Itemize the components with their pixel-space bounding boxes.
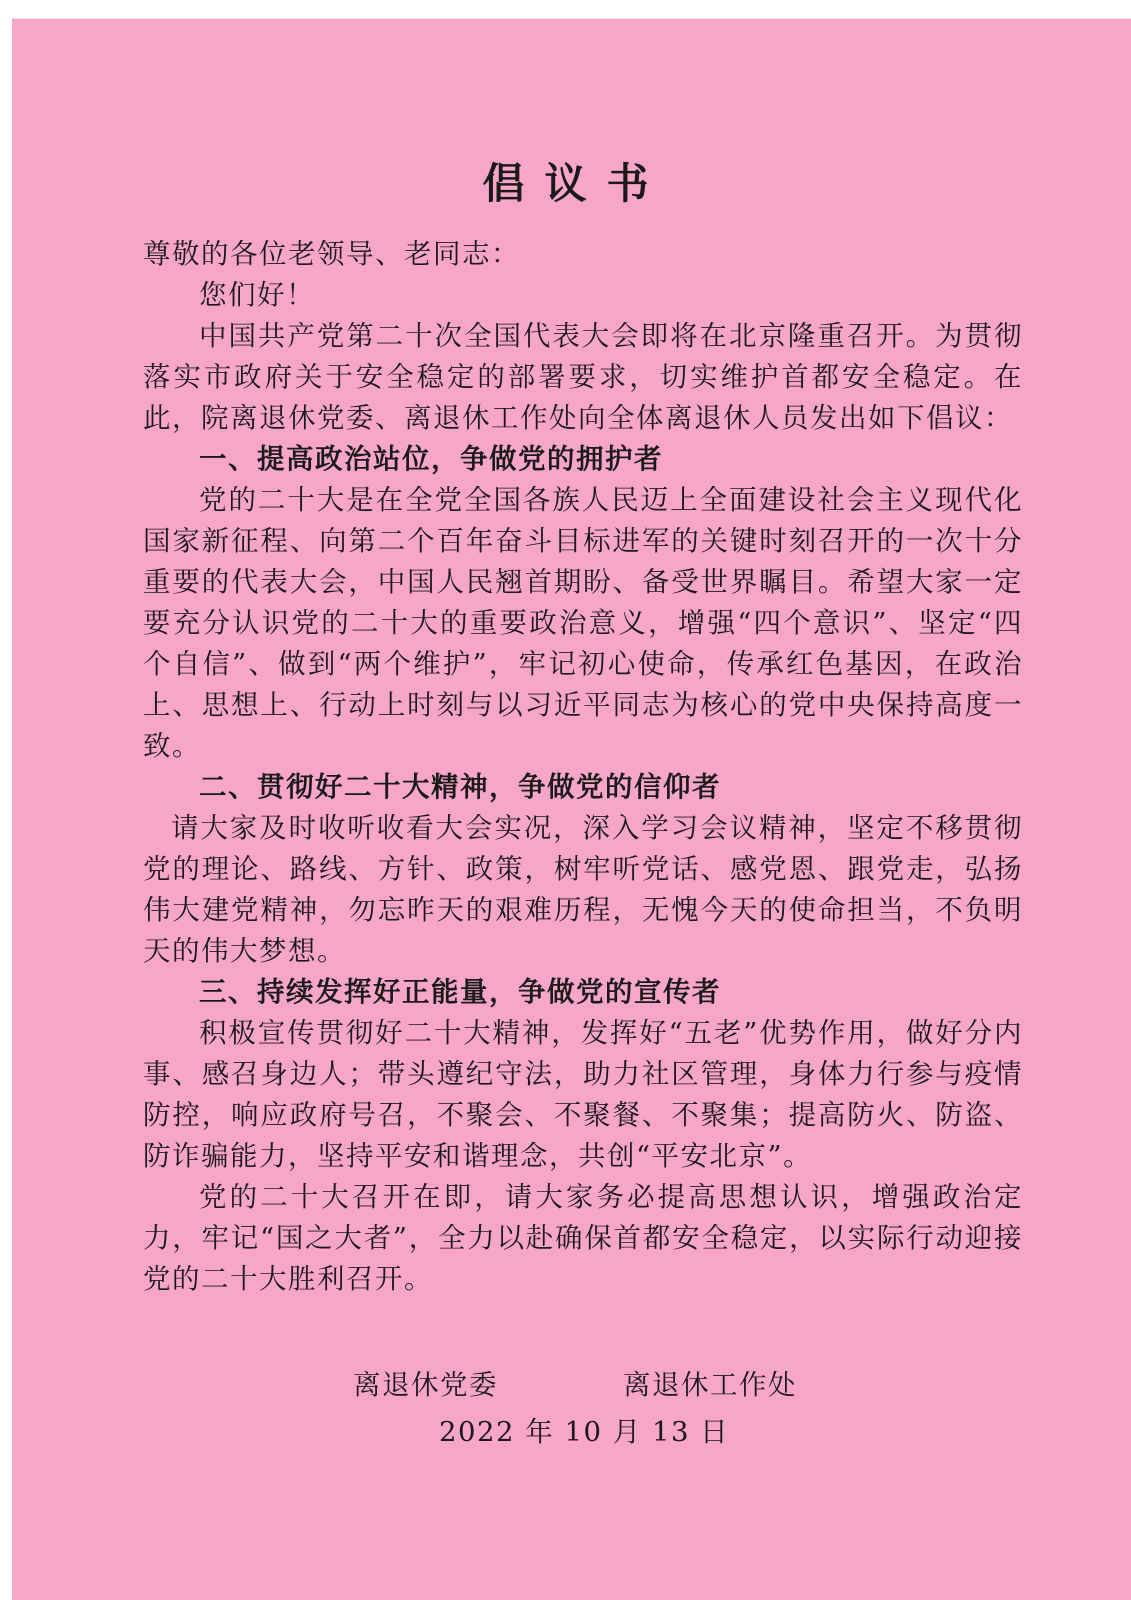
signature-date: 2022 年 10 月 13 日 <box>439 1416 730 1448</box>
section-body-2: 请大家及时收听收看大会实况，深入学习会议精神，坚定不移贯彻党的理论、路线、方针、政策，树牢听党话、感党恩、跟党走，弘扬伟大建党精神，勿忘昨天的艰难历程，无愧今天的使命担当，不负明天的伟大梦想。 <box>143 812 1023 967</box>
section-body-3: 积极宣传贯彻好二十大精神，发挥好“五老”优势作用，做好分内事、感召身边人；带头遵纪守法，助力社区管理，身体力行参与疫情防控，响应政府号召，不聚会、不聚餐、不聚集；提高防火、防盗、防诈骗能力，坚持平安和谐理念，共创“平安北京”。 <box>143 1017 1023 1172</box>
section-heading-2: 二、贯彻好二十大精神，争做党的信仰者 <box>199 771 721 803</box>
section-body-1: 党的二十大是在全党全国各族人民迈上全面建设社会主义现代化国家新征程、向第二个百年奋斗目标进军的关键时刻召开的一次十分重要的代表大会，中国人民翘首期盼、备受世界瞩目。希望大家一定要充分认识党的二十大的重要政治意义，增强“四个意识”、坚定“四个自信”、做到“两个维护”，牢记初心使命，传承红色基因，在政治上、思想上、行动上时刻与以习近平同志为核心的党中央保持高度一致。 <box>143 484 1023 762</box>
closing-paragraph: 党的二十大召开在即，请大家务必提高思想认识，增强政治定力，牢记“国之大者”，全力以赴确保首都安全稳定，以实际行动迎接党的二十大胜利召开。 <box>143 1181 1023 1295</box>
salutation: 尊敬的各位老领导、老同志： <box>143 238 520 270</box>
signature-org-work-office: 离退休工作处 <box>623 1369 797 1401</box>
document-title: 倡议书 <box>482 159 669 208</box>
section-heading-3: 三、持续发挥好正能量，争做党的宣传者 <box>199 976 721 1008</box>
greeting: 您们好！ <box>199 279 315 311</box>
section-heading-1: 一、提高政治站位，争做党的拥护者 <box>199 443 663 475</box>
document-body <box>143 234 1023 1300</box>
intro-paragraph: 中国共产党第二十次全国代表大会即将在北京隆重召开。为贯彻落实市政府关于安全稳定的部署要求，切实维护首都安全稳定。在此，院离退休党委、离退休工作处向全体离退休人员发出如下倡议： <box>143 320 1023 434</box>
page-edge-divider <box>12 18 1131 19</box>
signature-org-party-committee: 离退休党委 <box>353 1369 498 1401</box>
